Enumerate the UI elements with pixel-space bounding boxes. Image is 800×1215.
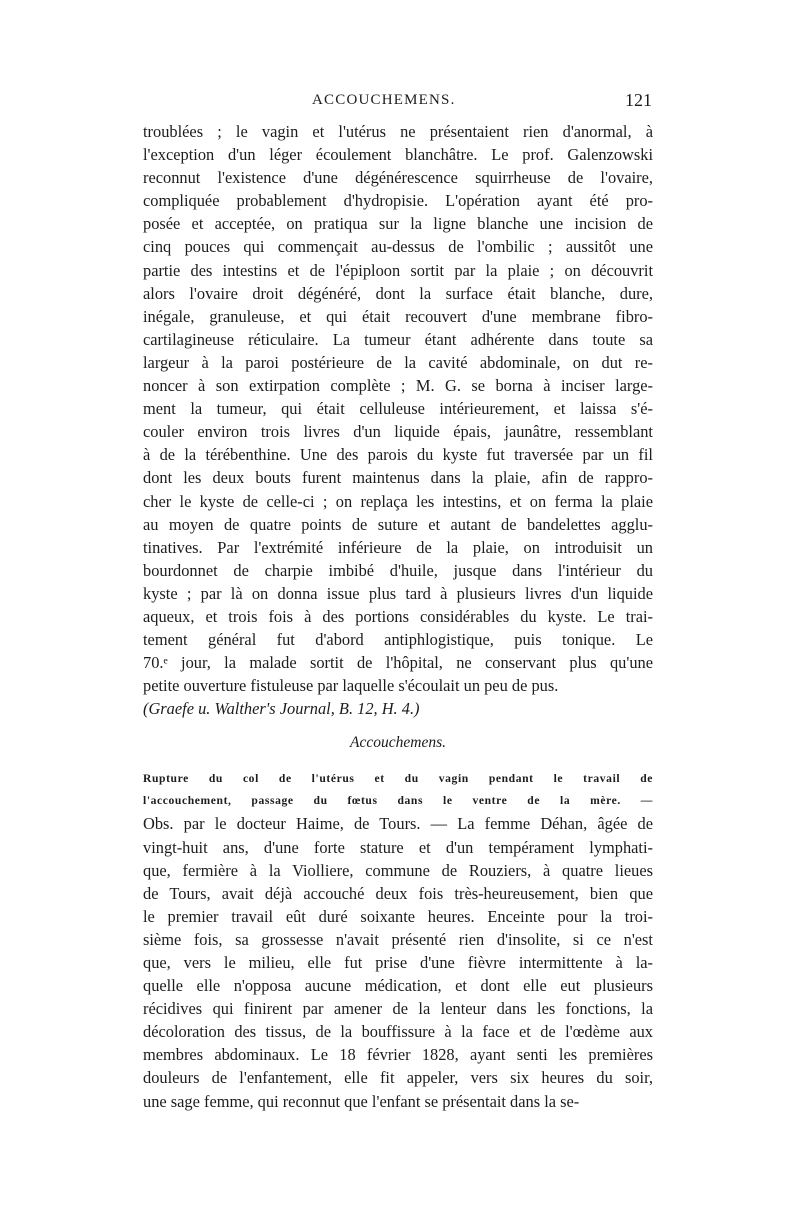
running-head: ACCOUCHEMENS.: [312, 92, 456, 108]
text-line: l'exception d'un léger écoulement blanchâtre. Le prof. Galenzowski: [143, 145, 653, 165]
text-line: dont les deux bouts furent maintenus dans la plaie, afin de rappro-: [143, 468, 653, 488]
text-line: que, fermière à la Violliere, commune de Rouziers, à quatre lieues: [143, 860, 653, 880]
text-line: alors l'ovaire droit dégénéré, dont la surface était blanche, dure,: [143, 283, 653, 303]
text-line: inégale, granuleuse, et qui était recouvert d'une membrane fibro-: [143, 306, 653, 326]
page-number: 121: [625, 90, 652, 110]
text-line: troublées ; le vagin et l'utérus ne présentaient rien d'anormal, à: [143, 122, 653, 141]
page-header: [140, 92, 652, 116]
text-line: noncer à son extirpation complète ; M. G. se borna à inciser large-: [143, 376, 653, 396]
text-line: reconnut l'existence d'une dégénérescence squirrheuse de l'ovaire,: [143, 168, 653, 188]
text-line: cartilagineuse réticulaire. La tumeur étant adhérente dans toute sa: [143, 329, 653, 349]
text-line: 70.ᵉ jour, la malade sortit de l'hôpital, ne conservant plus qu'une: [143, 653, 653, 673]
text-line: bourdonnet de charpie imbibé d'huile, jusque dans l'intérieur du: [143, 560, 653, 580]
text-line: douleurs de l'enfantement, elle fit appeler, vers six heures du soir,: [143, 1068, 653, 1088]
text-line: largeur à la paroi postérieure de la cavité abdominale, on dut re-: [143, 352, 653, 372]
citation: (Graefe u. Walther's Journal, B. 12, H. 4.): [143, 699, 420, 719]
section-title: Accouchemens.: [350, 734, 446, 752]
text-line: tinatives. Par l'extrémité inférieure de la plaie, on introduisit un: [143, 537, 653, 557]
text-line: cher le kyste de celle-ci ; on replaça les intestins, et on ferma la plaie: [143, 491, 653, 511]
text-line: vingt-huit ans, d'une forte stature et d'un tempérament lymphati-: [143, 837, 653, 857]
text-line: membres abdominaux. Le 18 février 1828, ayant senti les premières: [143, 1045, 653, 1065]
article-title: [143, 768, 653, 812]
article-title-line: l'accouchement, passage du fœtus dans le ventre de la mère. —: [143, 794, 653, 808]
body-text: [143, 120, 653, 1113]
text-line: au moyen de quatre points de suture et autant de bandelettes agglu-: [143, 514, 653, 534]
text-line: compliquée probablement d'hydropisie. L'opération ayant été pro-: [143, 191, 653, 211]
paragraph-observation: [143, 120, 653, 697]
text-line: récidives qui finirent par amener de la lenteur dans les fonctions, la: [143, 999, 653, 1019]
text-line: posée et acceptée, on pratiqua sur la ligne blanche une incision de: [143, 214, 653, 234]
article-title-line: Rupture du col de l'utérus et du vagin pendant le travail de: [143, 772, 653, 786]
text-line: une sage femme, qui reconnut que l'enfant se présentait dans la se-: [143, 1091, 580, 1111]
text-line: sième fois, sa grossesse n'avait présenté rien d'insolite, si ce n'est: [143, 929, 653, 949]
text-line: petite ouverture fistuleuse par laquelle s'écoulait un peu de pus.: [143, 676, 559, 696]
paragraph-case: [143, 812, 653, 1112]
text-line: quelle elle n'opposa aucune médication, et dont elle eut plusieurs: [143, 976, 653, 996]
text-line: aqueux, et trois fois à des portions considérables du kyste. Le trai-: [143, 606, 653, 626]
text-line: couler environ trois livres d'un liquide épais, jaunâtre, ressemblant: [143, 422, 653, 442]
text-line: que, vers le milieu, elle fut prise d'une fièvre intermittente à la-: [143, 953, 653, 972]
text-line: Obs. par le docteur Haime, de Tours. — La femme Déhan, âgée de: [143, 814, 653, 834]
text-line: de Tours, avait déjà accouché deux fois très-heureusement, bien que: [143, 883, 653, 903]
text-line: kyste ; par là on donna issue plus tard à plusieurs livres d'un liquide: [143, 583, 653, 603]
text-line: partie des intestins et de l'épiploon sortit par la plaie ; on découvrit: [143, 260, 653, 280]
text-line: cinq pouces qui commençait au-dessus de l'ombilic ; aussitôt une: [143, 237, 653, 257]
text-line: à de la térébenthine. Une des parois du kyste fut traversée par un fil: [143, 445, 653, 465]
text-line: tement général fut d'abord antiphlogistique, puis tonique. Le: [143, 630, 653, 650]
text-line: ment la tumeur, qui était celluleuse intérieurement, et laissa s'é-: [143, 399, 653, 419]
text-line: le premier travail eût duré soixante heures. Enceinte pour la troi-: [143, 906, 653, 926]
text-line: décoloration des tissus, de la bouffissure à la face et de l'œdème aux: [143, 1022, 653, 1042]
